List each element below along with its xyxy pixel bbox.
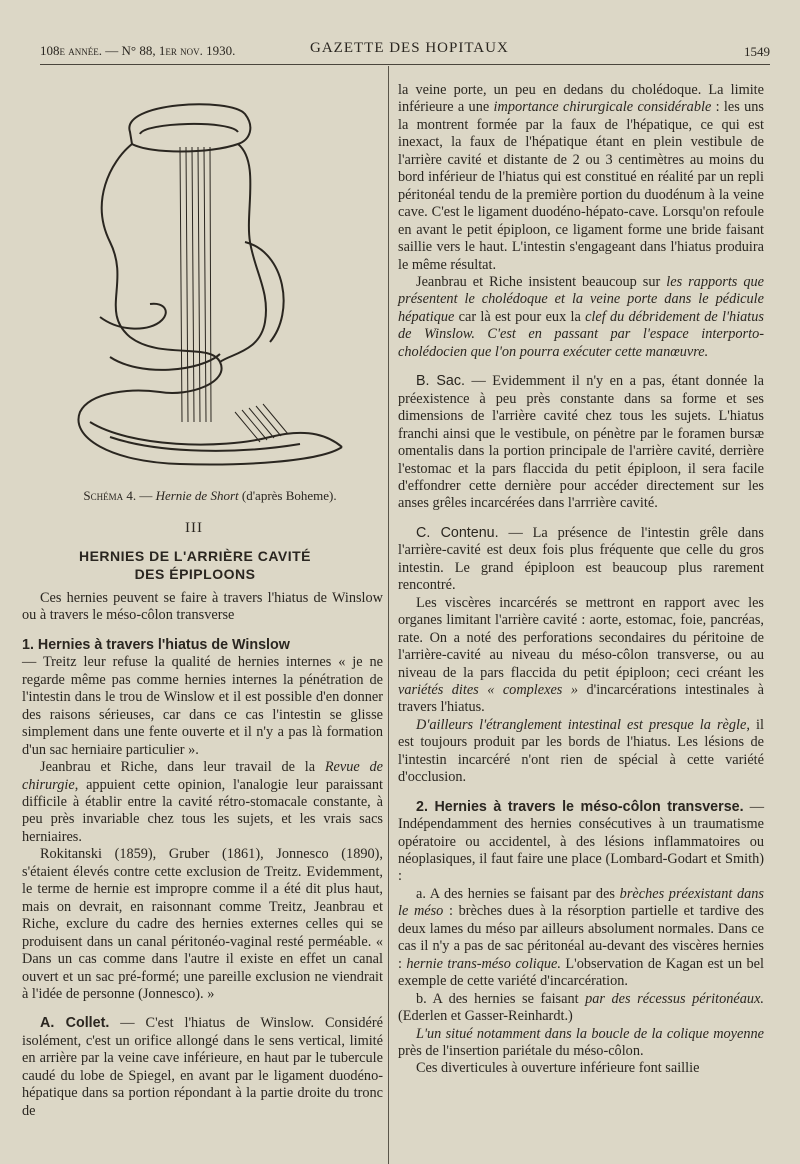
right-column (398, 82, 764, 1078)
figure-vessel-hatching (180, 147, 211, 422)
text-run: (Ederlen et Gasser-Reinhardt.) (398, 1008, 573, 1025)
subsection-C-heading: C. Contenu. (416, 524, 499, 541)
right-paragraph-4 (398, 717, 764, 787)
subsection-C-text: — La présence de l'intestin grêle dans l'arrière-cavité est deux fois plus fréquente que celle du gros intestin. Le grand épiploon est beaucoup plus rarement rencontré. (398, 524, 764, 594)
item-b-paragraph (398, 991, 764, 1026)
header-journal-title: GAZETTE DES HOPITAUX (310, 40, 509, 56)
text-run: : les uns la montrent formée par la faux de l'hépatique, ce qui est inexact, la faux de l'hépatique étant en plein vestibule de l'arrière cavité et distante de 2 ou 3 centimètres au moins du bord inférieur de l'hiatus qui est constitué en réalité par un repli péritonéal tendu de la première portion du duodénum à la veine cave. C'est le ligament duodéno-hépato-cave. Lorsqu'on refoule en avant le petit épiploon, ce ligament forme une bride faisant saillie vers le haut. L'intestin s'engageant dans l'hiatus produira le même résultat. (398, 99, 764, 273)
italic-run: brèches préexistant dans le méso (398, 885, 764, 920)
subsection-2-heading: 2. Hernies à travers le méso-côlon transverse. (416, 798, 744, 815)
figure-caption-title: Hernie de Short (155, 488, 239, 503)
right-paragraph-1 (398, 82, 764, 274)
text-run: b. A des hernies se faisant (416, 990, 586, 1007)
text-run: près de l'insertion pariétale du méso-côlon. (398, 1043, 644, 1060)
item-c-paragraph (398, 1026, 764, 1061)
italic-run: D'ailleurs l'étranglement intestinal est presque la règle, (416, 716, 750, 733)
running-header (40, 34, 770, 65)
subsection-C-paragraph (398, 525, 764, 595)
figure-caption (60, 488, 360, 504)
subsection-B-paragraph (398, 373, 764, 513)
figure-caption-source: (d'après Boheme). (238, 488, 337, 503)
right-paragraph-2 (398, 274, 764, 361)
italic-run: par des récessus péritonéaux. (585, 990, 764, 1007)
italic-run: les rapports que présentent le cholédoque et la veine porte dans le pédicule hépatique (398, 273, 764, 325)
italic-run: variétés dites « complexes » (398, 681, 578, 698)
figure-caption-dash: — (136, 488, 156, 503)
header-issue: 108e année. — N° 88, 1er nov. 1930. (40, 43, 236, 58)
subsection-A-heading: A. Collet. (40, 1015, 110, 1032)
subsection-A-text: — C'est l'hiatus de Winslow. Considéré isolément, c'est un orifice allongé dans le sens vertical, limité en arrière par la veine cave inférieure, en haut par le tubercule caudé du lobe de Spiegel, en avant par le ligament duodéno-hépatique dans sa portion répondant à la partie droite du tronc de (22, 1015, 383, 1119)
italic-run: L'un situé notamment dans la boucle de la colique moyenne (416, 1025, 764, 1042)
hernia-schema-figure (70, 92, 350, 484)
italic-run: importance chirurgicale considérable (493, 99, 712, 116)
italic-run: clef du débridement de l'hiatus de Winslow. C'est en passant par l'espace interporto-cholédocien que l'on pourra exécuter cette manœuvre. (398, 308, 764, 360)
text-run: Jeanbrau et Riche, dans leur travail de la (40, 759, 325, 776)
column-divider (388, 66, 389, 1164)
figure-lower-hatching (235, 404, 288, 442)
subsection-1-heading-line (22, 637, 383, 654)
subsection-2-paragraph (398, 799, 764, 886)
section-title (40, 547, 350, 583)
subsection-B-heading: B. Sac. (416, 373, 466, 390)
subsection-1-heading: 1. Hernies à travers l'hiatus de Winslow (22, 636, 290, 653)
text-run: , appuient cette opinion, l'analogie leur paraissant difficile à établir entre la cavité rétro-stomacale constante, à peu près invariable chez tous les sujets, et les vrais sacs herniaires. (22, 776, 383, 845)
left-column (22, 590, 383, 1120)
text-run: a. A des hernies se faisant par des (416, 885, 620, 902)
text-run: la veine porte, un peu en dedans du cholédoque. La limite inférieure a une (398, 82, 764, 116)
figure-loop-middle (110, 354, 220, 370)
figure-caption-label: Schéma 4. (83, 488, 137, 503)
item-d-paragraph: Ces diverticules à ouverture inférieure font saillie (416, 1060, 700, 1077)
figure-bowel-inner (220, 144, 266, 362)
text-run: : brèches dues à la résorption partielle et tardive des deux lames du méso par ailleurs absolument normales. Dans ce cas il n'y a pas de sac péritonéal au-devant des viscères hernies : (398, 903, 764, 972)
text-run: L'observation de Kagan est un bel exemple de cette variété d'incarcération. (398, 955, 764, 990)
figure-loop-left (100, 304, 166, 329)
text-run: Jeanbrau et Riche insistent beaucoup sur (416, 273, 667, 290)
subsection-1-paragraph-2 (22, 759, 383, 846)
section-title-line-1: HERNIES DE L'ARRIÈRE CAVITÉ (78, 548, 312, 564)
item-a-paragraph (398, 886, 764, 991)
right-paragraph-3 (398, 595, 764, 717)
text-run: Les viscères incarcérés se mettront en rapport avec les organes limitant l'arrière cavité : aorte, estomac, foie, pancréas, rate. On a noté des perforations secondaires du péritoine de l'arrière-cavité au niveau du méso-côlon transverse, ou au niveau de la pars flaccida du petit épiploon; ceci créant les (398, 594, 764, 681)
text-run: d'incarcérations intestinales à travers l'hiatus. (398, 681, 764, 716)
figure-lower-curve (90, 422, 342, 447)
intro-paragraph: Ces hernies peuvent se faire à travers l'hiatus de Winslow ou à travers le méso-côlon transverse (22, 590, 383, 624)
subsection-1-paragraph-3: Rokitanski (1859), Gruber (1861), Jonnesco (1890), s'étaient élevés contre cette exclusion de Treitz. Evidemment, le terme de hernie est impropre comme il a été dit plus haut, mais on devrait, en raisonnant comme Treitz, Jeanbrau et Riche, exclure du cadre des hernies externes celles qui se produisent dans un canal péritonéo-vaginal resté perméable. « Dans un cas comme dans l'autre il existe en effet un canal ouvert et un sac pré-formé; une pareille exclusion ne viendrait à l'idée de personne (Jonnesco). » (22, 846, 383, 1002)
subsection-B-text: — Evidemment il n'y en a pas, étant donnée la préexistence à peu près constante dans sa forme et ses dimensions de l'arrière cavité chez tous les sujets. L'hiatus franchi ainsi que le vestibule, on pénètre par le foramen bursæ omentalis dans la portion principale de l'arrière cavité, derrière l'estomac et la pars flaccida du petit épiploon, il sera facile d'effondrer cette dernière pour accéder directement sur les anses grêles incarcérées dans l'arrrière cavité. (398, 373, 764, 512)
text-run: il est toujours produit par les bords de l'hiatus. Les lésions de l'intestin incarcéré n'ont rien de spécial à cette variété d'occlusion. (398, 716, 764, 786)
subsection-2-text: — Indépendamment des hernies consécutives à un traumatisme opératoire ou accidentel, à des lésions inflammatoires ou néoplasiques, il faut faire une place (Lombard-Godart et Smith) : (398, 798, 764, 885)
text-run: car là est pour eux la (454, 308, 586, 325)
subsection-1-paragraph-1: — Treitz leur refuse la qualité de hernies internes « je ne regarde même pas comme hernies internes la pénétration de l'intestin dans le trou de Winslow et il est possible d'en donner des raisons sérieuses, car dans ce cas l'intestin se glisse simplement dans une fente ouverte et il n'y a pas là formation d'un sac herniaire particulier ». (22, 654, 383, 758)
subsection-A-paragraph (22, 1015, 383, 1120)
section-number: III (185, 520, 203, 536)
journal-name: Revue de chirurgie (22, 759, 383, 793)
italic-run: hernie trans-méso colique. (406, 955, 561, 972)
figure-upper-ring-inner (140, 124, 238, 134)
header-page-number: 1549 (744, 44, 770, 59)
section-title-line-2: DES ÉPIPLOONS (134, 566, 256, 582)
